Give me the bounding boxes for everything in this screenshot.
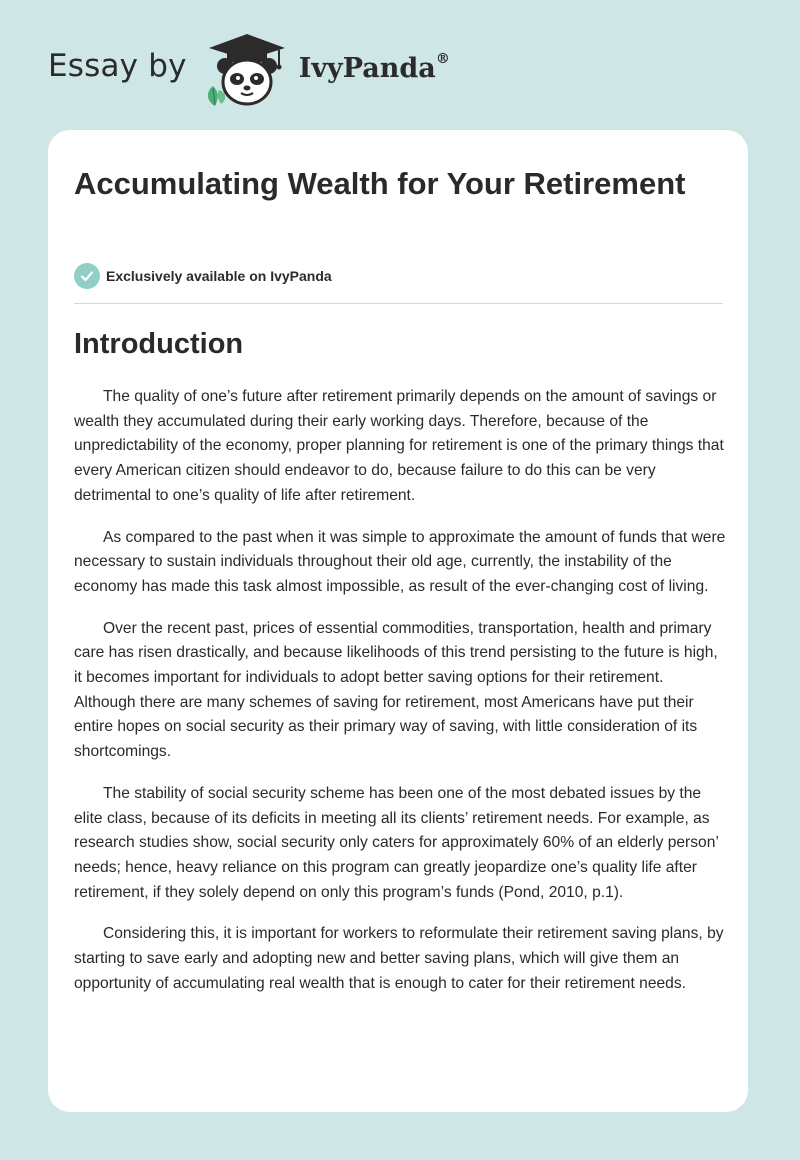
paragraph: The quality of one’s future after retirement primarily depends on the amount of savings or wealth they accumulated during their early working days. Therefore, because of the unpredictability of the economy, proper planning for retirement is one of the primary things that every American citizen should endeavor to do, because failure to do this can be very detrimental to one’s quality of life after retirement. <box>74 388 724 504</box>
divider <box>74 303 723 304</box>
brand-text: IvyPanda <box>298 52 436 84</box>
registered-mark: ® <box>435 50 450 67</box>
paragraph: Considering this, it is important for workers to reformulate their retirement saving plans, by starting to save early and adopting new and better saving plans, which will give them an opportunity of accumulating real wealth that is enough to cater for their retirement needs. <box>74 925 724 992</box>
brand-name[interactable] <box>298 50 450 84</box>
paragraph: As compared to the past when it was simple to approximate the amount of funds that were necessary to sustain individuals throughout their old age, currently, the instability of the economy has made this task almost impossible, as result of the ever-changing cost of living. <box>74 528 726 595</box>
exclusive-badge <box>74 263 332 289</box>
article-title: Accumulating Wealth for Your Retirement <box>74 166 686 201</box>
article-card <box>48 130 748 1112</box>
panda-logo-icon[interactable] <box>201 30 293 110</box>
paragraph: The stability of social security scheme has been one of the most debated issues by the elite class, because of its deficits in meeting all its clients’ retirement needs. For example, as research studies show, social security only caters for approximately 60% of an elderly person’ needs; hence, heavy reliance on this program can greatly jeopardize one’s quality life after retirement, if they solely depend on only this program’s funds (Pond, 2010, p.1). <box>74 784 719 901</box>
paragraph: Over the recent past, prices of essential commodities, transportation, health and primary care has risen drastically, and because likelihoods of this trend persisting to the future is high, it becomes important for individuals to adopt better saving options for their retirement. Although there are many schemes of saving for retirement, most Americans have put their entire hopes on social security as their primary way of saving, with little consideration of its shortcomings. <box>74 619 718 761</box>
section-heading: Introduction <box>74 328 244 360</box>
exclusive-text: Exclusively available on IvyPanda <box>106 268 332 284</box>
site-header <box>48 30 450 110</box>
check-icon <box>74 263 100 289</box>
article-body <box>74 385 726 1013</box>
essay-by-label: Essay by <box>48 48 187 84</box>
